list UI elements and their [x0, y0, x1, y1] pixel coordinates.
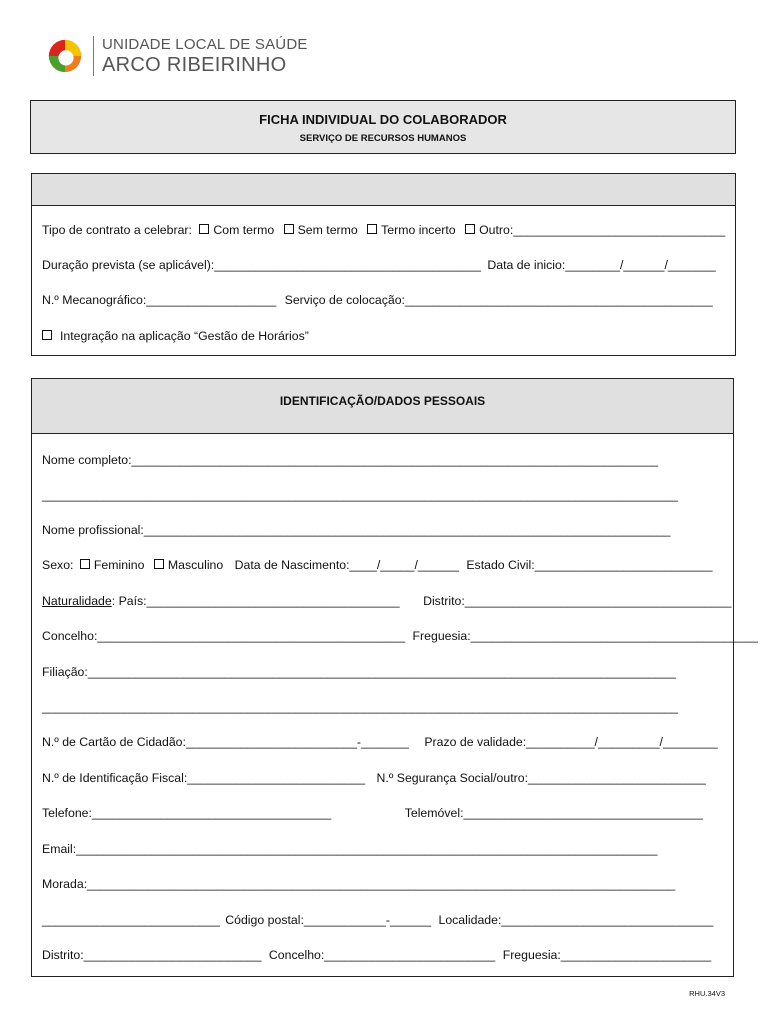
mecanografico-row	[42, 293, 713, 307]
sem-termo-label: Sem termo	[297, 223, 358, 237]
email-row	[42, 842, 657, 856]
distrito-row	[42, 948, 711, 962]
outro-field[interactable]: Outro:_______________________________	[479, 223, 726, 237]
org-name-line2: ARCO RIBEIRINHO	[102, 54, 287, 76]
morada-continuation-row	[42, 913, 713, 927]
form-subtitle: SERVIÇO DE RECURSOS HUMANOS	[299, 133, 467, 144]
nome-continuation-row	[42, 488, 678, 502]
personal-data-header	[32, 379, 733, 434]
com-termo-label: Com termo	[213, 223, 275, 237]
checkbox-feminino[interactable]	[80, 559, 90, 569]
personal-data-section	[31, 378, 758, 977]
estado-civil-field[interactable]: Estado Civil:__________________________	[466, 558, 713, 572]
nif-field[interactable]: N.º de Identificação Fiscal:__________________________	[42, 771, 366, 785]
naturalidade-row	[42, 594, 731, 608]
cartao-cidadao-row	[42, 735, 718, 749]
integracao-label: Integração na aplicação “Gestão de Horários”	[60, 329, 309, 343]
feminino-label: Feminino	[93, 558, 145, 572]
checkbox-sem-termo[interactable]	[284, 224, 294, 234]
checkbox-com-termo[interactable]	[199, 224, 209, 234]
servico-field[interactable]: Serviço de colocação:_____________________________________________	[284, 293, 713, 307]
concelho-naturalidade-field[interactable]: Concelho:_____________________________________________	[42, 629, 406, 643]
contract-type-label: Tipo de contrato a celebrar:	[42, 223, 192, 237]
morada-row	[42, 877, 675, 891]
distrito-naturalidade-field[interactable]: Distrito:_______________________________________	[423, 594, 732, 608]
codigo-postal-field[interactable]: Código postal:____________-______	[225, 913, 432, 927]
freguesia-field[interactable]: Freguesia:______________________	[502, 948, 712, 962]
filiacao-continuation-field[interactable]: _____________________________________________________________________________________________	[42, 700, 679, 714]
concelho-field[interactable]: Concelho:_________________________	[268, 948, 496, 962]
termo-incerto-label: Termo incerto	[381, 223, 456, 237]
logo-divider	[93, 36, 94, 76]
sexo-row	[42, 558, 713, 572]
filiacao-field[interactable]: Filiação:______________________________________________________________________________________	[42, 665, 676, 679]
logo	[46, 36, 308, 76]
nome-completo-row	[42, 453, 658, 467]
checkbox-integracao[interactable]	[42, 330, 52, 340]
nome-profissional-field[interactable]: Nome profissional:_____________________________________________________________________________	[42, 523, 671, 537]
nome-profissional-row	[42, 523, 670, 537]
localidade-field[interactable]: Localidade:_______________________________	[438, 913, 714, 927]
nome-completo-field[interactable]: Nome completo:_____________________________________________________________________________	[42, 453, 659, 467]
checkbox-outro[interactable]	[465, 224, 475, 234]
sexo-label: Sexo:	[42, 558, 74, 572]
pais-field[interactable]: : País:_____________________________________	[111, 594, 400, 608]
duration-field[interactable]: Duração prevista (se aplicável):_______________________________________	[42, 258, 481, 272]
cartao-cidadao-field[interactable]: N.º de Cartão de Cidadão:_________________________-_______	[42, 735, 409, 749]
form-title: FICHA INDIVIDUAL DO COLABORADOR	[259, 112, 507, 127]
nif-row	[42, 771, 706, 785]
form-title-box	[30, 100, 736, 154]
telemovel-field[interactable]: Telemóvel:___________________________________	[404, 806, 703, 820]
document-reference: RHU.34V3	[689, 989, 725, 998]
personal-data-title: IDENTIFICAÇÃO/DADOS PESSOAIS	[279, 394, 486, 408]
contract-section	[31, 173, 736, 356]
morada-continuation-field[interactable]: __________________________	[42, 913, 220, 927]
telefone-field[interactable]: Telefone:___________________________________	[42, 806, 332, 820]
filiacao-row	[42, 665, 676, 679]
mecanografico-field[interactable]: N.º Mecanográfico:___________________	[42, 293, 277, 307]
concelho-row	[42, 629, 758, 643]
nome-continuation-field[interactable]: _____________________________________________________________________________________________	[42, 488, 679, 502]
freguesia-naturalidade-field[interactable]: Freguesia:__________________________________________	[412, 629, 758, 643]
filiacao-continuation-row	[42, 700, 678, 714]
morada-field[interactable]: Morada:______________________________________________________________________________________	[42, 877, 676, 891]
checkbox-masculino[interactable]	[154, 559, 164, 569]
duration-row	[42, 258, 716, 272]
start-date-field[interactable]: Data de inicio:________/______/_______	[487, 258, 716, 272]
contract-type-row	[42, 223, 725, 237]
email-field[interactable]: Email:_____________________________________________________________________________________	[42, 842, 658, 856]
data-nascimento-field[interactable]: Data de Nascimento:____/_____/______	[234, 558, 459, 572]
telefone-row	[42, 806, 703, 820]
distrito-field[interactable]: Distrito:__________________________	[42, 948, 262, 962]
org-name-line1: UNIDADE LOCAL DE SAÚDE	[102, 36, 308, 53]
checkbox-termo-incerto[interactable]	[367, 224, 377, 234]
masculino-label: Masculino	[167, 558, 224, 572]
contract-section-header	[32, 174, 735, 206]
seguranca-social-field[interactable]: N.º Segurança Social/outro:__________________________	[376, 771, 706, 785]
prazo-validade-field[interactable]: Prazo de validade:__________/_________/________	[424, 735, 718, 749]
uls-logo-icon	[46, 37, 84, 75]
naturalidade-label: Naturalidade	[42, 594, 112, 608]
integracao-row	[42, 329, 309, 343]
